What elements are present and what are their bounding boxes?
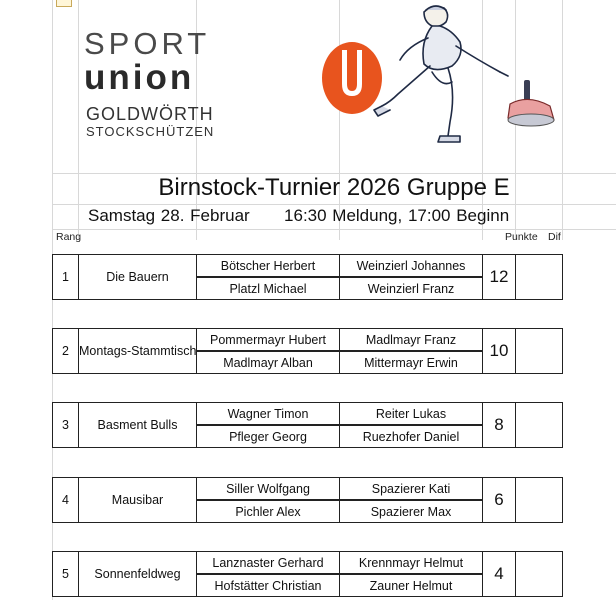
stockschuetze-illustration [360, 2, 570, 150]
club-logo [84, 20, 314, 139]
gridline [52, 229, 616, 230]
col-header-rang: Rang [56, 231, 82, 243]
team-points: 6 [482, 477, 516, 523]
team-name: Sonnenfeldweg [78, 551, 197, 597]
logo-town-text: GOLDWÖRTH [86, 104, 214, 124]
player-name: Weinzierl Franz [339, 277, 483, 300]
team-points: 8 [482, 402, 516, 448]
player-name: Madlmayr Franz [339, 328, 483, 351]
player-name: Zauner Helmut [339, 574, 483, 597]
team-dif [515, 402, 563, 448]
player-name: Krennmayr Helmut [339, 551, 483, 574]
team-name: Die Bauern [78, 254, 197, 300]
team-dif [515, 477, 563, 523]
team-rank: 1 [52, 254, 79, 300]
player-name: Siller Wolfgang [196, 477, 340, 500]
player-name: Hofstätter Christian [196, 574, 340, 597]
team-rank: 3 [52, 402, 79, 448]
player-name: Platzl Michael [196, 277, 340, 300]
team-points: 12 [482, 254, 516, 300]
cell-marker [56, 0, 72, 7]
player-name: Reiter Lukas [339, 402, 483, 425]
tournament-title: Birnstock-Turnier 2026 Gruppe E [158, 174, 510, 201]
gridline [52, 204, 616, 205]
player-name: Ruezhofer Daniel [339, 425, 483, 448]
col-header-punkte: Punkte [505, 231, 538, 243]
team-dif [515, 254, 563, 300]
team-rank: 2 [52, 328, 79, 374]
team-rank: 4 [52, 477, 79, 523]
player-name: Lanznaster Gerhard [196, 551, 340, 574]
player-name: Bötscher Herbert [196, 254, 340, 277]
player-name: Pommermayr Hubert [196, 328, 340, 351]
team-rank: 5 [52, 551, 79, 597]
player-name: Pfleger Georg [196, 425, 340, 448]
player-name: Weinzierl Johannes [339, 254, 483, 277]
player-name: Mittermayr Erwin [339, 351, 483, 374]
eisstock-icon [508, 80, 554, 126]
col-header-dif: Dif [548, 231, 561, 243]
team-name: Mausibar [78, 477, 197, 523]
player-name: Wagner Timon [196, 402, 340, 425]
team-points: 10 [482, 328, 516, 374]
team-points: 4 [482, 551, 516, 597]
logo-sport-text: SPORT [84, 26, 211, 61]
player-name: Madlmayr Alban [196, 351, 340, 374]
tournament-date-time: Samstag 28. Februar 16:30 Meldung, 17:00 Beginn [88, 206, 510, 225]
team-dif [515, 328, 563, 374]
player-name: Pichler Alex [196, 500, 340, 523]
logo-club-text: STOCKSCHÜTZEN [86, 124, 215, 139]
player-name: Spazierer Kati [339, 477, 483, 500]
team-dif [515, 551, 563, 597]
team-name: Basment Bulls [78, 402, 197, 448]
team-name: Montags-Stammtisch [78, 328, 197, 374]
player-name: Spazierer Max [339, 500, 483, 523]
logo-union-text: union [84, 58, 195, 97]
